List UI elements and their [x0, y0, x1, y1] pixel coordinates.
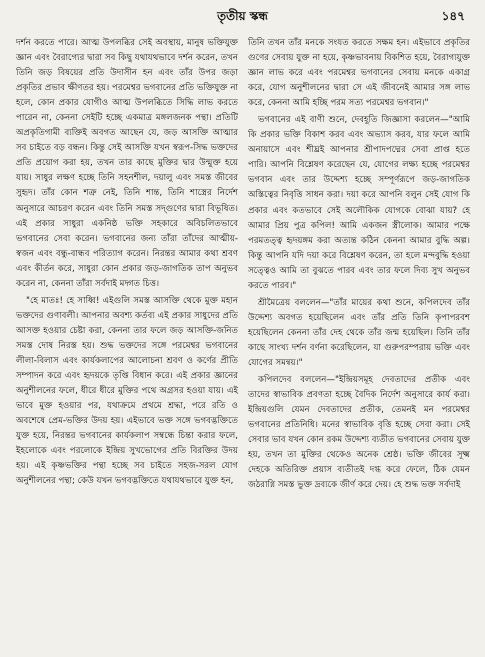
paragraph: ভগবানের এই বাণী শুনে, দেবহূতি জিজ্ঞাসা করলেন—"আমি কি প্রকার ভক্তি বিকাশ করব এবং অভ্যাস করব, যার ফলে আমি অনায়াসে এবং শীঘ্রই আপনার শ্রীপাদপদ্মের সেবা প্রাপ্ত হতে পারি। আপনি বিশ্লেষণ করেছেন যে, যোগের লক্ষ্য হচ্ছে পরমেশ্বর ভগবান এবং তার উদ্দেশ্য হচ্ছে সম্পূর্ণরূপে জড়-জাগতিক অস্তিত্বের নিবৃত্তি সাধন করা। দয়া করে আপনি বলুন সেই যোগ কি প্রকার এবং কতভাবে সেই অলৌকিক যোগকে বোঝা যায়? হে আমার প্রিয় পুত্র কপিল! আমি একজন স্ত্রীলোক। আমার পক্ষে পরমতত্ত্ব হৃদয়ঙ্গম করা অত্যন্ত কঠিন কেননা আমার বুদ্ধি অল্প। কিন্তু আপনি যদি দয়া করে বিশ্লেষণ করেন, তা হলে মন্দবুদ্ধি হওয়া সত্ত্বেও আমি তা বুঝতে পারব এবং তার ফলে দিব্য সুখ অনুভব করতে পারব।"	[248, 115, 470, 291]
paragraph: কপিলদেব বললেন—"ইন্দ্রিয়সমূহ দেবতাদের প্রতীক এবং তাদের স্বাভাবিক প্রবণতা হচ্ছে বৈদিক নির্দেশ অনুসারে কার্য করা। ইন্দ্রিয়গুলি যেমন দেবতাদের প্রতীক, তেমনই মন পরমেশ্বর ভগবানের প্রতিনিধি। মনের স্বাভাবিক বৃত্তি হচ্ছে সেবা করা। সেই সেবার ভাব যখন কোন রকম উদ্দেশ্য ব্যতীত ভগবানের সেবায় যুক্ত হয়, তখন তা মুক্তির থেকেও অনেক শ্রেষ্ঠ। ভক্তি জীবের সূক্ষ্ম দেহকে অতিরিক্ত প্রয়াস ব্যতীতই দগ্ধ করে ফেলে, ঠিক যেমন জঠরাগ্নি সমস্ত ভুক্ত দ্রব্যকে জীর্ণ করে দেয়। হে শুদ্ধ ভক্ত সর্বদাই	[248, 375, 470, 491]
paragraph: দর্শন করতে পারে। আত্ম উপলব্ধির সেই অবস্থায়, মানুষ ভক্তিযুক্ত জ্ঞান এবং বৈরাগ্যের দ্বারা সব কিছু যথাযথভাবে দর্শন করেন, তখন তিনি জড় বিষয়ের প্রতি উদাসীন হন এবং তাঁর উপর জড়া প্রকৃতির প্রভাব ক্ষীণতর হয়। পরমেশ্বর ভগবানের প্রতি ভক্তিযুক্ত না হলে, কোন প্রকার যোগীও আত্ম উপলব্ধিতে সিদ্ধি লাভ করতে পারেন না, কেননা সেইটি হচ্ছে একমাত্র মঙ্গলজনক পন্থা। প্রতিটি অপ্রকৃতিগামী ব্যক্তিই অবগত আছেন যে, জড় আসক্তি আত্মার সব চাইতে বড় বন্ধন। কিন্তু সেই আসক্তি যখন স্বরূপ-সিদ্ধ ভক্তদের প্রতি প্রয়োগ করা হয়, তখন তার কাছে মুক্তির দ্বার উন্মুক্ত হয়ে যায়। সাধুর লক্ষণ হচ্ছে তিনি সহনশীল, দয়ালু এবং সমস্ত জীবের সুহৃদ। তাঁর কোন শত্রু নেই, তিনি শান্ত, তিনি শাস্ত্রের নির্দেশ অনুসারে আচরণ করেন এবং তিনি সমস্ত সদ্গুণের দ্বারা বিভূষিত। এই প্রকার সাধুরা একনিষ্ঠ ভক্তি সহকারে অবিচলিতভাবে ভগবানের সেবা করেন। ভগবানের জন্য তাঁরা তাঁদের আত্মীয়-স্বজন এবং বন্ধু-বান্ধব পরিত্যাগ করেন। নিরন্তর আমার কথা শ্রবণ এবং কীর্তন করে, সাধুরা কোন প্রকার জড়-জাগতিক তাপ অনুভব করেন না, কেননা তাঁরা সর্বদাই মদ্গত চিত্ত।	[16, 38, 238, 289]
page-header	[0, 8, 485, 26]
paragraph: শ্রীমৈত্রেয় বললেন—"তাঁর মায়ের কথা শুনে, কপিলদেব তাঁর উদ্দেশ্য অবগত হয়েছিলেন এবং তাঁর প্রতি তিনি কৃপাপরবশ হয়েছিলেন কেননা তাঁর দেহ থেকে তাঁর জন্ম হয়েছিল। তিনি তাঁর কাছে সাংখ্য দর্শন বর্ণনা করেছিলেন, যা গুরুপরম্পরায় ভক্তি এবং যোগের সমন্বয়।"	[248, 297, 470, 368]
page-number: ১৪৭	[441, 9, 465, 23]
right-column	[248, 34, 470, 493]
paragraph: "হে মাতঃ! হে সাধ্বি! এইগুলি সমস্ত আসক্তি থেকে মুক্ত মহান ভক্তদের গুণাবলী। আপনার অবশ্য কর্তব্য এই প্রকার সাধুদের প্রতি আসক্ত হওয়ার চেষ্টা করা, কেননা তার ফলে জড় আসক্তি-জনিত সমস্ত দোষ নিরস্ত হয়। শুদ্ধ ভক্তদের সঙ্গে পরমেশ্বর ভগবানের লীলা-বিলাস এবং কার্যকলাপের আলোচনা শ্রবণ ও কর্ণের প্রীতি সম্পাদন করে এবং হৃদয়কে তৃপ্তি বিধান করে। এই প্রকার জ্ঞানের অনুশীলনের ফলে, ধীরে ধীরে মুক্তির পথে অগ্রসর হওয়া যায়। এই ভাবে মুক্ত হওয়ার পর, যথাক্রমে প্রথমে শ্রদ্ধা, পরে রতি ও অবশেষে প্রেম-ভক্তির উদয় হয়। এইভাবে ভক্ত সঙ্গে ভগবদ্ভক্তিতে যুক্ত হয়ে, নিরন্তর ভগবানের কার্যকলাপ সম্বন্ধে চিন্তা করার ফলে, ইহলোকে এবং পরলোকে ইন্দ্রিয় সুখভোগের প্রতি বিরক্তির উদয় হয়। এই কৃষ্ণভক্তির পন্থা হচ্ছে সব চাইতে সহজ-সরল যোগ অনুশীলনের পন্থা; কেউ যখন ভগবদ্ভক্তিতে যথাযথভাবে যুক্ত হন,	[16, 295, 238, 487]
left-column	[16, 34, 238, 489]
paragraph: তিনি তখন তাঁর মনকে সংযত করতে সক্ষম হন। এইভাবে প্রকৃতির গুণের সেবায় যুক্ত না হয়ে, কৃষ্ণভাবনায় বিকশিত হয়ে, বৈরাগ্যযুক্ত জ্ঞান লাভ করে এবং পরমেশ্বর ভগবানের সেবায় মনকে একাগ্র করে, যোগ অনুশীলনের দ্বারা সে এই জীবনেই আমার সঙ্গ লাভ করে, কেননা আমি হচ্ছি পরম সত্য পরমেশ্বর ভগবান।"	[248, 38, 470, 109]
chapter-title: তৃতীয় স্কন্ধ	[217, 9, 268, 23]
